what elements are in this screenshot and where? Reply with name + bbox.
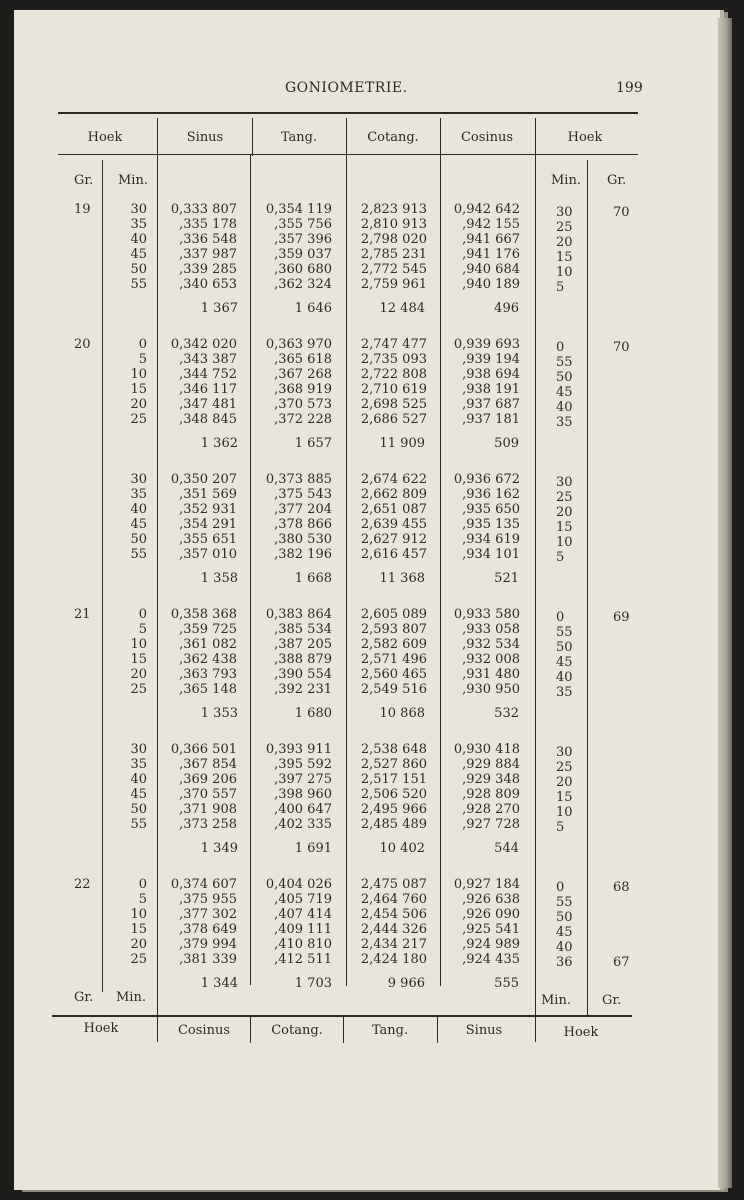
subheader-min-left: Min. (118, 173, 148, 188)
diff-cosinus: 544 (494, 841, 519, 856)
tang-cell: ,367 268 (274, 367, 332, 382)
subheader-gr-left: Gr. (74, 173, 94, 188)
minute-cell-right: 40 (556, 670, 573, 685)
footer-hoek-left: Hoek (83, 1021, 119, 1036)
page-edge (718, 18, 732, 1188)
minute-cell: 40 (130, 502, 147, 517)
minute-cell: 45 (130, 247, 147, 262)
sinus-cell: 0,374 607 (170, 877, 237, 892)
diff-cosinus: 509 (494, 436, 519, 451)
sinus-cell: ,373 258 (179, 817, 237, 832)
cotang-cell: 2,823 913 (360, 202, 427, 217)
diff-sinus: 1 367 (200, 301, 238, 316)
minute-cell: 55 (130, 817, 147, 832)
tang-cell: 0,363 970 (265, 337, 332, 352)
tang-cell: ,355 756 (274, 217, 332, 232)
sinus-cell: ,370 557 (179, 787, 237, 802)
tang-cell: 0,393 911 (265, 742, 332, 757)
minute-cell-right: 15 (556, 250, 573, 265)
minute-cell: 0 (138, 607, 147, 622)
minute-cell: 10 (130, 637, 147, 652)
minute-cell-right: 50 (556, 640, 573, 655)
tang-cell: ,382 196 (274, 547, 332, 562)
tang-cell: ,400 647 (274, 802, 332, 817)
minute-cell: 20 (130, 937, 147, 952)
cosinus-cell: ,937 687 (462, 397, 520, 412)
cotang-cell: 2,444 326 (360, 922, 427, 937)
footer-hoek-right: Hoek (563, 1025, 599, 1040)
header-hoek-right: Hoek (567, 130, 603, 145)
cosinus-cell: 0,930 418 (453, 742, 520, 757)
tang-cell: ,409 111 (274, 922, 332, 937)
sinus-cell: ,340 653 (179, 277, 237, 292)
sinus-cell: ,367 854 (179, 757, 237, 772)
degree-label: 22 (74, 877, 91, 892)
tang-cell: ,360 680 (274, 262, 332, 277)
cosinus-cell: ,926 090 (462, 907, 520, 922)
minute-cell: 20 (130, 667, 147, 682)
sinus-cell: ,336 548 (179, 232, 237, 247)
minute-cell: 5 (138, 892, 147, 907)
minute-cell-right: 45 (556, 925, 573, 940)
cosinus-cell: ,924 435 (462, 952, 520, 967)
sinus-cell: ,381 339 (179, 952, 237, 967)
degree-label-right: 70 (613, 205, 630, 220)
minute-cell-right: 35 (556, 415, 573, 430)
footer-min-right: Min. (541, 993, 571, 1008)
diff-tang: 1 691 (294, 841, 332, 856)
diff-cotang: 10 402 (379, 841, 425, 856)
sinus-cell: ,363 793 (179, 667, 237, 682)
minute-cell-right: 55 (556, 895, 573, 910)
minute-cell-right: 45 (556, 385, 573, 400)
tang-cell: ,405 719 (274, 892, 332, 907)
minute-cell: 45 (130, 517, 147, 532)
tang-cell: ,357 396 (274, 232, 332, 247)
cotang-cell: 2,810 913 (360, 217, 427, 232)
tang-cell: ,359 037 (274, 247, 332, 262)
cotang-cell: 2,698 525 (360, 397, 427, 412)
diff-cotang: 11 909 (379, 436, 425, 451)
minute-cell: 25 (130, 412, 147, 427)
minute-cell: 10 (130, 907, 147, 922)
cotang-cell: 2,605 089 (360, 607, 427, 622)
minute-cell: 55 (130, 277, 147, 292)
minute-cell: 50 (130, 532, 147, 547)
degree-label: 21 (74, 607, 91, 622)
cotang-cell: 2,582 609 (360, 637, 427, 652)
sinus-cell: ,355 651 (179, 532, 237, 547)
cosinus-cell: ,934 101 (462, 547, 520, 562)
minute-cell: 50 (130, 802, 147, 817)
cosinus-cell: ,938 191 (462, 382, 520, 397)
minute-cell: 25 (130, 682, 147, 697)
sinus-cell: ,346 117 (179, 382, 237, 397)
tang-cell: ,412 511 (274, 952, 332, 967)
minute-cell-right: 0 (556, 610, 565, 625)
sinus-cell: ,335 178 (179, 217, 237, 232)
footer-rule (52, 1015, 632, 1017)
tang-cell: ,395 592 (274, 757, 332, 772)
tang-cell: ,370 573 (274, 397, 332, 412)
minute-cell-right: 30 (556, 205, 573, 220)
top-rule (58, 112, 638, 114)
minute-cell-right: 50 (556, 370, 573, 385)
footer-cosinus: Cosinus (177, 1023, 231, 1038)
cotang-cell: 2,485 489 (360, 817, 427, 832)
sinus-cell: ,369 206 (179, 772, 237, 787)
cotang-cell: 2,798 020 (360, 232, 427, 247)
tang-cell: ,398 960 (274, 787, 332, 802)
minute-cell-right: 25 (556, 490, 573, 505)
cosinus-cell: ,929 884 (462, 757, 520, 772)
cosinus-cell: ,932 008 (462, 652, 520, 667)
cotang-cell: 2,560 465 (360, 667, 427, 682)
tang-cell: ,388 879 (274, 652, 332, 667)
footer-min-left: Min. (116, 990, 146, 1005)
tang-cell: ,375 543 (274, 487, 332, 502)
minute-cell-right: 25 (556, 220, 573, 235)
page-title: GONIOMETRIE. (285, 80, 408, 96)
cosinus-cell: ,932 534 (462, 637, 520, 652)
minute-cell-right: 25 (556, 760, 573, 775)
cotang-cell: 2,662 809 (360, 487, 427, 502)
minute-cell-right: 10 (556, 265, 573, 280)
minute-cell-right: 15 (556, 790, 573, 805)
sinus-cell: ,344 752 (179, 367, 237, 382)
diff-cosinus: 555 (494, 976, 519, 991)
minute-cell-right: 55 (556, 625, 573, 640)
minute-cell-right: 15 (556, 520, 573, 535)
header-sinus: Sinus (186, 130, 224, 145)
cotang-cell: 2,454 506 (360, 907, 427, 922)
cotang-cell: 2,674 622 (360, 472, 427, 487)
minute-cell-right: 5 (556, 280, 565, 295)
minute-cell: 35 (130, 487, 147, 502)
tang-cell: 0,354 119 (265, 202, 332, 217)
minute-cell: 0 (138, 877, 147, 892)
sinus-cell: ,361 082 (179, 637, 237, 652)
minute-cell: 15 (130, 922, 147, 937)
diff-sinus: 1 362 (200, 436, 238, 451)
degree-label-right: 69 (613, 610, 630, 625)
sinus-cell: ,343 387 (179, 352, 237, 367)
sinus-cell: 0,358 368 (170, 607, 237, 622)
minute-cell-right: 10 (556, 535, 573, 550)
tang-cell: ,365 618 (274, 352, 332, 367)
diff-tang: 1 703 (294, 976, 332, 991)
minute-cell-right: 20 (556, 775, 573, 790)
cosinus-cell: ,936 162 (462, 487, 520, 502)
cotang-cell: 2,593 807 (360, 622, 427, 637)
minute-cell: 20 (130, 397, 147, 412)
minute-cell: 30 (130, 202, 147, 217)
sinus-cell: ,357 010 (179, 547, 237, 562)
minute-cell-right: 20 (556, 505, 573, 520)
degree-label-right: 70 (613, 340, 630, 355)
cosinus-cell: ,935 650 (462, 502, 520, 517)
tang-cell: 0,404 026 (265, 877, 332, 892)
minute-cell-right: 5 (556, 550, 565, 565)
diff-cosinus: 521 (494, 571, 519, 586)
cosinus-cell: ,935 135 (462, 517, 520, 532)
header-cotang: Cotang. (367, 130, 419, 145)
minute-cell: 35 (130, 757, 147, 772)
minute-cell: 5 (138, 622, 147, 637)
cotang-cell: 2,434 217 (360, 937, 427, 952)
sinus-cell: ,339 285 (179, 262, 237, 277)
tang-cell: 0,373 885 (265, 472, 332, 487)
cosinus-cell: ,926 638 (462, 892, 520, 907)
sinus-cell: ,362 438 (179, 652, 237, 667)
cosinus-cell: ,930 950 (462, 682, 520, 697)
cotang-cell: 2,424 180 (360, 952, 427, 967)
diff-sinus: 1 349 (200, 841, 238, 856)
sinus-cell: ,371 908 (179, 802, 237, 817)
minute-cell: 40 (130, 232, 147, 247)
cosinus-cell: ,925 541 (462, 922, 520, 937)
diff-sinus: 1 353 (200, 706, 238, 721)
diff-cotang: 12 484 (379, 301, 425, 316)
col-divider-min (102, 160, 103, 992)
minute-cell-right: 36 (556, 955, 573, 970)
minute-cell: 30 (130, 472, 147, 487)
minute-cell-right: 45 (556, 655, 573, 670)
diff-cotang: 11 368 (379, 571, 425, 586)
diff-cotang: 10 868 (379, 706, 425, 721)
cosinus-cell: ,928 809 (462, 787, 520, 802)
tang-cell: ,385 534 (274, 622, 332, 637)
col-divider-sinus-tang-lower (250, 155, 251, 985)
cotang-cell: 2,616 457 (360, 547, 427, 562)
tang-cell: 0,383 864 (265, 607, 332, 622)
cosinus-cell: 0,936 672 (453, 472, 520, 487)
cotang-cell: 2,538 648 (360, 742, 427, 757)
tang-cell: ,362 324 (274, 277, 332, 292)
sinus-cell: 0,342 020 (170, 337, 237, 352)
cosinus-cell: ,934 619 (462, 532, 520, 547)
cotang-cell: 2,747 477 (360, 337, 427, 352)
degree-label: 20 (74, 337, 91, 352)
cosinus-cell: ,940 684 (462, 262, 520, 277)
minute-cell: 25 (130, 952, 147, 967)
cosinus-cell: ,929 348 (462, 772, 520, 787)
tang-cell: ,377 204 (274, 502, 332, 517)
minute-cell: 55 (130, 547, 147, 562)
cotang-cell: 2,710 619 (360, 382, 427, 397)
tang-cell: ,380 530 (274, 532, 332, 547)
header-tang: Tang. (280, 130, 318, 145)
sinus-cell: ,378 649 (179, 922, 237, 937)
cosinus-cell: ,927 728 (462, 817, 520, 832)
footer-gr-left: Gr. (74, 990, 94, 1005)
diff-cosinus: 496 (494, 301, 519, 316)
cotang-cell: 2,772 545 (360, 262, 427, 277)
sinus-cell: ,379 994 (179, 937, 237, 952)
minute-cell-right: 30 (556, 475, 573, 490)
cotang-cell: 2,639 455 (360, 517, 427, 532)
minute-cell-right: 50 (556, 910, 573, 925)
cosinus-cell: 0,927 184 (453, 877, 520, 892)
minute-cell-right: 0 (556, 880, 565, 895)
sinus-cell: ,375 955 (179, 892, 237, 907)
cotang-cell: 2,759 961 (360, 277, 427, 292)
cosinus-cell: ,933 058 (462, 622, 520, 637)
cosinus-cell: ,931 480 (462, 667, 520, 682)
sinus-cell: ,359 725 (179, 622, 237, 637)
minute-cell: 40 (130, 772, 147, 787)
cotang-cell: 2,722 808 (360, 367, 427, 382)
diff-tang: 1 646 (294, 301, 332, 316)
minute-cell-right: 40 (556, 400, 573, 415)
cosinus-cell: 0,939 693 (453, 337, 520, 352)
cosinus-cell: ,940 189 (462, 277, 520, 292)
tang-cell: ,368 919 (274, 382, 332, 397)
diff-cosinus: 532 (494, 706, 519, 721)
col-divider-hoek-right (535, 118, 536, 1042)
cosinus-cell: ,941 176 (462, 247, 520, 262)
tang-cell: ,402 335 (274, 817, 332, 832)
cotang-cell: 2,686 527 (360, 412, 427, 427)
minute-cell: 15 (130, 382, 147, 397)
minute-cell: 10 (130, 367, 147, 382)
sinus-cell: ,354 291 (179, 517, 237, 532)
footer-tang: Tang. (371, 1023, 409, 1038)
minute-cell-right: 55 (556, 355, 573, 370)
diff-tang: 1 657 (294, 436, 332, 451)
tang-cell: ,392 231 (274, 682, 332, 697)
cotang-cell: 2,506 520 (360, 787, 427, 802)
cosinus-cell: 0,933 580 (453, 607, 520, 622)
tang-cell: ,378 866 (274, 517, 332, 532)
header-hoek-left: Hoek (87, 130, 123, 145)
minute-cell: 0 (138, 337, 147, 352)
minute-cell-right: 20 (556, 235, 573, 250)
cotang-cell: 2,495 966 (360, 802, 427, 817)
sinus-cell: ,365 148 (179, 682, 237, 697)
footer-cotang: Cotang. (271, 1023, 323, 1038)
minute-cell: 45 (130, 787, 147, 802)
cosinus-cell: ,938 694 (462, 367, 520, 382)
sinus-cell: 0,350 207 (170, 472, 237, 487)
minute-cell-right: 35 (556, 685, 573, 700)
degree-label-right: 68 (613, 880, 630, 895)
cotang-cell: 2,517 151 (360, 772, 427, 787)
degree-label-right: 67 (613, 955, 630, 970)
col-divider-min-right (587, 160, 588, 1015)
tang-cell: ,390 554 (274, 667, 332, 682)
sinus-cell: ,351 569 (179, 487, 237, 502)
diff-cotang: 9 966 (387, 976, 425, 991)
tang-cell: ,387 205 (274, 637, 332, 652)
tang-cell: ,372 228 (274, 412, 332, 427)
tang-cell: ,397 275 (274, 772, 332, 787)
footer-sinus: Sinus (465, 1023, 503, 1038)
cotang-cell: 2,464 760 (360, 892, 427, 907)
cosinus-cell: ,924 989 (462, 937, 520, 952)
sinus-cell: ,377 302 (179, 907, 237, 922)
subheader-min-right: Min. (551, 173, 581, 188)
diff-tang: 1 668 (294, 571, 332, 586)
subheader-gr-right: Gr. (607, 173, 627, 188)
minute-cell: 15 (130, 652, 147, 667)
minute-cell-right: 5 (556, 820, 565, 835)
cosinus-cell: ,937 181 (462, 412, 520, 427)
tang-cell: ,410 810 (274, 937, 332, 952)
cosinus-cell: ,941 667 (462, 232, 520, 247)
sinus-cell: 0,333 807 (170, 202, 237, 217)
page-number: 199 (616, 80, 643, 96)
diff-sinus: 1 358 (200, 571, 238, 586)
cotang-cell: 2,527 860 (360, 757, 427, 772)
cosinus-cell: 0,942 642 (453, 202, 520, 217)
diff-tang: 1 680 (294, 706, 332, 721)
header-cosinus: Cosinus (460, 130, 514, 145)
cotang-cell: 2,475 087 (360, 877, 427, 892)
cosinus-cell: ,928 270 (462, 802, 520, 817)
sinus-cell: ,337 987 (179, 247, 237, 262)
minute-cell: 5 (138, 352, 147, 367)
cotang-cell: 2,735 093 (360, 352, 427, 367)
cotang-cell: 2,651 087 (360, 502, 427, 517)
sinus-cell: ,347 481 (179, 397, 237, 412)
header-rule (58, 154, 638, 155)
minute-cell: 35 (130, 217, 147, 232)
tang-cell: ,407 414 (274, 907, 332, 922)
sinus-cell: ,348 845 (179, 412, 237, 427)
sinus-cell: ,352 931 (179, 502, 237, 517)
cotang-cell: 2,549 516 (360, 682, 427, 697)
cosinus-cell: ,939 194 (462, 352, 520, 367)
minute-cell: 50 (130, 262, 147, 277)
cotang-cell: 2,627 912 (360, 532, 427, 547)
minute-cell: 30 (130, 742, 147, 757)
cotang-cell: 2,571 496 (360, 652, 427, 667)
sinus-cell: 0,366 501 (170, 742, 237, 757)
minute-cell-right: 30 (556, 745, 573, 760)
minute-cell-right: 0 (556, 340, 565, 355)
minute-cell-right: 10 (556, 805, 573, 820)
minute-cell-right: 40 (556, 940, 573, 955)
cosinus-cell: ,942 155 (462, 217, 520, 232)
cotang-cell: 2,785 231 (360, 247, 427, 262)
footer-gr-right: Gr. (602, 993, 622, 1008)
diff-sinus: 1 344 (200, 976, 238, 991)
degree-label: 19 (74, 202, 91, 217)
